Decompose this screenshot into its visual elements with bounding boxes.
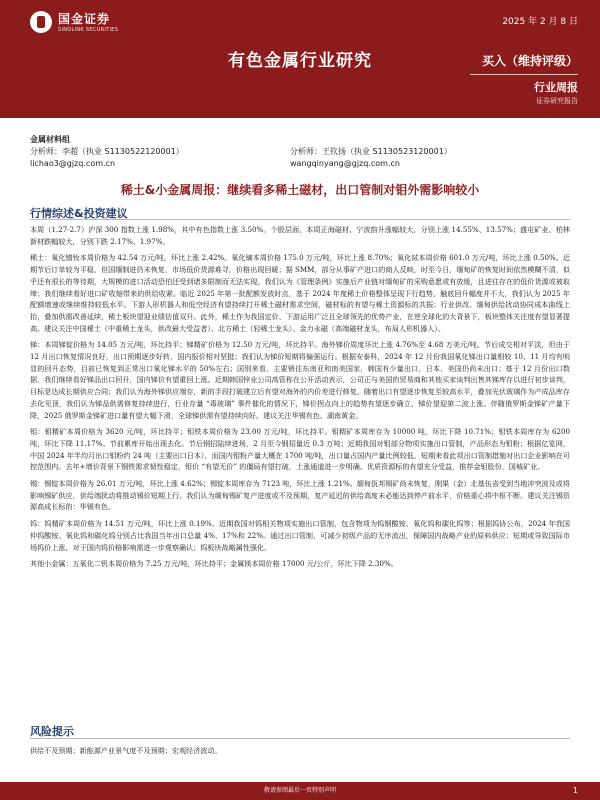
report-type: 行业周报	[534, 81, 578, 94]
paragraph-other: 其他小金属：五氧化二钒本周价格为 7.25 万元/吨，环比持平；金属镁本周价格 17000 元/公斤，环比下降 2.30%。	[30, 559, 398, 569]
logo-mark-icon	[30, 11, 52, 33]
page-footer	[0, 782, 600, 800]
report-body	[30, 224, 570, 575]
footer-disclaimer: 敬请参阅最后一页特别声明	[263, 787, 336, 794]
paragraph-market: 本周（1.27-2.7）沪深 300 指数上涨 1.98%，其中有色指数上涨 3.50%。个股层面，本周正海磁材、宁波韵升涨幅较大，分别上涨 14.55%、13.57%；盛屯矿业、柏林新材跌幅较大，分别下跌 2.17%、1.97%。	[30, 225, 570, 246]
rating-divider	[470, 74, 578, 75]
analyst-1-email[interactable]: lichao3@gjzq.com.cn	[30, 159, 116, 168]
section-heading-overview: 行情综述&投资建议	[30, 207, 128, 220]
logo-name-en: SINOLINK SECURITIES	[58, 27, 119, 33]
company-logo	[30, 10, 118, 33]
paragraph-tin: 锡：锡锭本周价格为 26.01 万元/吨，环比上涨 4.62%；锡锭本周库存为 7123 吨，环比上涨 1.21%。缅甸佤邦锡矿尚未恢复，刚果（金）北基伍省受到当地冲突波及或将影响锡矿供应，供给端扰动将推动锡价短期上行。我们认为缅甸锡矿复产进度或不及预期，复产延迟的供给高度未必能达到停产前水平，价格重心将中枢不断。建议关注锡资源高成长标的：华锡有色。	[30, 479, 570, 512]
analyst-block	[30, 134, 570, 170]
report-title: 有色金属行业研究	[228, 51, 372, 71]
paragraph-rare-earth: 稀土：氧化镨钕本周价格为 42.54 万元/吨，环比上涨 2.42%。氧化镝本周价格 175.0 万元/吨，环比上涨 8.70%；氧化铽本周价格 601.0 万元/吨，环比上涨 0.50%。近期节后订单较为平稳，但国缅制进仍未恢复，市场低价货源难寻，价格出现回暖；据 SMM，部分从事矿产进口的商人反映，时至今日，缅甸矿的恢复时间依然模糊不清，似乎还有很长的等待期，大规模的进口活动恐怕还受到诸多限制而无法实现。我们认为《管理条例》实施后产业链对缅甸矿的采购意愿或有放缓，且进往存在的低价货源或被取缔；我们继续看好进口矿收缩带来的供给收紧。临近 2025 年第一批配额发放时点，基于 2024 年度稀土价格整体呈现下行趋势，触底回升幅度并不大，我们认为 2025 年配额增速或继续维持较低水平。下游人形机器人和低空经济有望持续打开稀土磁材需求空间，磁材标的有望与稀土资源标的共振；行业供改、缅甸供给扰动协同成本曲线上抬，叠加供需改善延续，稀土板块望迎业绩估值双升。此外，稀土作为我国定价、下游运用广泛且全球领先的优势产业，在逆全球化的大背景下，板块整体关注度有望显著提高。建议关注中国稀土（中重稀土龙头，供改最大受益者）、北方稀土（轻稀土龙头）、金力永磁（高端磁材龙头，布局人形机器人）。	[30, 253, 570, 333]
paragraph-antimony: 锑：本周锑锭价格为 14.05 万元/吨，环比持平；锑精矿价格为 12.50 万元/吨，环比持平。海外锑价周度环比上涨 4.76%至 4.68 万美元/吨。节后成交相对平淡，但由于 12 月出口恢复情况良好，出口预期逐步好转，国内报价相对坚挺；我们认为锑价短期将偏强运行。根据安泰科，2024 年 12 月份我国氧化锑出口量相较 10、11 月均有明显的回升态势，目前已恢复到正常出口氧化锑水平的 50%左右；国别来看，主要销往东南亚和南美国家，韩国有少量出口，日本、美国仍尚未出口；基于 12 月份出口数据，我们继续看好锑品出口回升，国内锑价有望重回上涨。近期韩国锌业公司高管称在公开活动表示，公司正与美国的贸易商和其他买家谈判出售其锑库存以进行初步谈判，目标是达成长期供应合同；我们认为海外锑供应端存，新的手段打破建立后有望对海外的内价差进行修复。随着出口有望逐步恢复至较高水平，叠加光伏玻璃作为产成品库存去化见顶，我们认为锑品供需修复持续进行，行业存量 “毒玻璃” 事件催化的情况下，锑价拐点向上的趋势有望逐步确立，锑价望迎第二波上涨。伴随俄罗斯金锑矿产量下降，2025 俄罗斯金锑矿进口量有望大幅下滑，全球锑供需有望持续向好。建议关注华锡有色、湖南黄金。	[30, 340, 570, 420]
paragraph-tungsten: 钨：钨精矿本周价格为 14.51 万元/吨，环比上涨 0.19%。近期我国对钨相关物项实施出口管制，包含物项为钨钢酸铵、氧化钨和碳化钨等；根据钨协公布，2024 年我国仲钨酸铵、氧化钨和碳化钨分别占比我国当年出口总量 4%、17%和 22%。通过出口管制，可减少初级产品的无序流出，保障国内战略产业的原料供应；短期或导致国际市场钨价上涨，对于国内钨价格影响需进一步观察确认；钨板块战略属性强化。	[30, 519, 570, 552]
paragraph-molybdenum: 钼：钼精矿本周价格为 3620 元/吨，环比持平；钼铁本周价格为 23.00 万元/吨，环比持平。钼精矿本周库存为 10000 吨，环比下降 10.71%；钼铁本周库存为 6200 吨，环比下降 11.17%。节前累库开始出现去化。节后钢招陆续进场，2 月至今钢招量近 0.3 万吨；近期我国对钼部分物项实施出口管制，产品形态为钼粉；根据亿览网，中国 2024 年半均月出口钼粉约 24 吨（主要出口日本），而国内钼粉产量大概在 1700 吨/吨，出口量占国内产量比例较低，短期来看此项出口管制措施对出口企业影响在可控范围内。去年+增价背景下钢铁需求韧性稳定，钼价 “有望无价” 的僵局有望打破，上涨通道进一步明确。优质资源标的有望充分受益，推荐金钼股份，国城矿业。	[30, 427, 570, 472]
report-subtype: 证券研究报告	[536, 97, 578, 105]
section-divider-risk	[30, 738, 570, 739]
analyst-2: 分析师：王钦扬（执业 S1130523120001）	[290, 147, 452, 156]
section-divider	[30, 219, 570, 220]
report-headline: 稀土&小金属周报：继续看多稀土磁材，出口管制对钼外需影响较小	[120, 183, 480, 197]
sector-label: 金属材料组	[30, 135, 70, 144]
analyst-1: 分析师：李超（执业 S1130522120001）	[30, 147, 184, 156]
rating: 买入（维持评级）	[481, 54, 578, 68]
logo-name-cn: 国金证券	[58, 12, 111, 26]
section-heading-risk: 风险提示	[30, 725, 74, 738]
analyst-2-email[interactable]: wangqinyang@gjzq.com.cn	[290, 159, 400, 168]
risk-text: 供给不及预期；新能源产业景气度不及预期；宏观经济波动。	[30, 746, 222, 755]
page-number: 1	[572, 786, 578, 795]
report-date: 2025 年 2 月 8 日	[502, 17, 578, 27]
report-header	[0, 0, 600, 118]
